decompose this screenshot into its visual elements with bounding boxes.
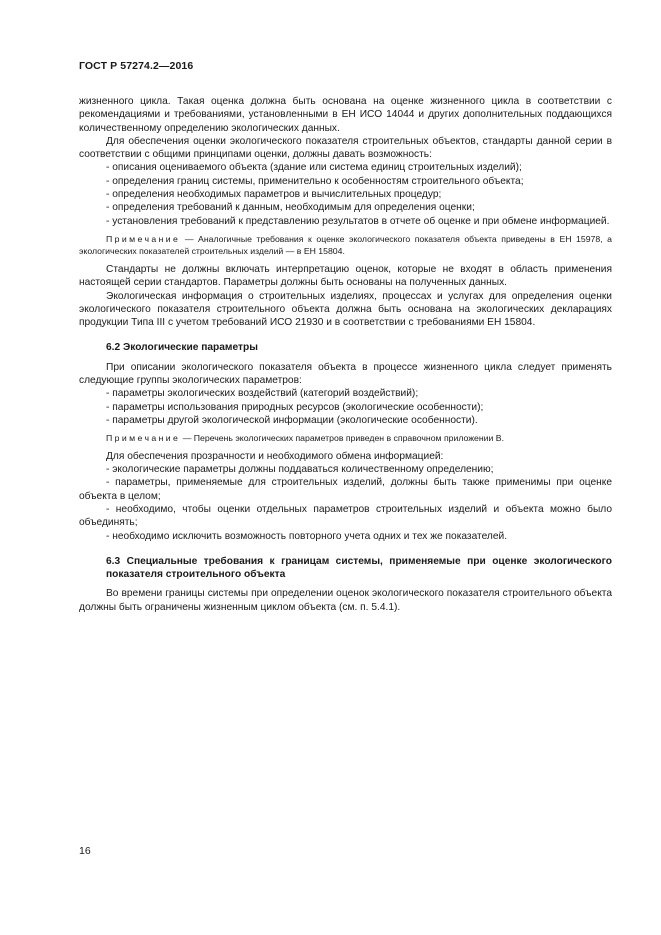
section-6-2-intro: При описании экологического показателя объекта в процессе жизненного цикла следует применять следующие группы экологических параметров: [79,361,612,387]
paragraph-interpretation: Стандарты не должны включать интерпретацию оценок, которые не входят в область применения настоящей серии стандартов. Параметры должны быть основаны на полученных данных. [79,263,612,289]
paragraph-environmental-info: Экологическая информация о строительных изделиях, процессах и услугах для определения оценки экологического показателя строительного объекта должна быть основана на экологических декларациях продукции Типа III с учетом требований ИСО 21930 и в соответствии с требованиями ЕН 15804. [79,290,612,329]
section-heading-6-3: 6.3 Специальные требования к границам системы, применяемые при оценке экологического показателя строительного объекта [106,555,612,581]
list-item: - параметры, применяемые для строительных изделий, должны быть также применимы при оценке объекта в целом; [79,477,612,502]
note-2 [79,432,612,445]
list-item: - установления требований к представлению результатов в отчете об оценке и при обмене информацией. [106,215,610,227]
note-text: — Перечень экологических параметров приведен в справочном приложении В. [180,433,505,444]
paragraph-continuation: жизненного цикла. Такая оценка должна быть основана на оценке жизненного цикла в соответствии с рекомендациями и требованиями, установленными в ЕН ИСО 14044 и других дополнительных поддающихся количественному определению экологических данных. [79,96,612,134]
paragraph-system-boundaries: Во времени границы системы при определении оценок экологического показателя строительного объекта должны быть ограничены жизненным циклом объекта (см. п. 5.4.1). [79,588,612,613]
list-item: - экологические параметры должны поддаваться количественному определению; [106,464,494,476]
list-item: - параметры другой экологической информации (экологические особенности). [106,414,478,426]
note-label: Примечание [106,233,181,244]
list-item: - определения требований к данным, необходимым для определения оценки; [106,202,475,214]
list-item: - необходимо, чтобы оценки отдельных параметров строительных изделий и объекта можно было объединять; [79,503,612,529]
page-header: ГОСТ Р 57274.2—2016 [79,60,194,72]
note-text: — Аналогичные требования к оценке экологического показателя объекта приведены в ЕН 15978, а экологических показателей строительных изделий — в ЕН 15804. [79,233,612,257]
paragraph-requirements-intro: Для обеспечения оценки экологического показателя строительных объектов, стандарты данной серии в соответствии с общими принципами оценки, должны давать возможность: [79,135,612,161]
note-1 [79,233,612,258]
note-label: Примечание [106,433,181,444]
document-body [79,95,612,614]
list-item: - описания оцениваемого объекта (здание или система единиц строительных изделий); [106,162,522,174]
list-item: - определения необходимых параметров и вычислительных процедур; [106,189,442,201]
list-item: - параметры использования природных ресурсов (экологические особенности); [106,401,484,413]
list-item: - необходимо исключить возможность повторного учета одних и тех же показателей. [106,530,508,542]
list-item: - параметры экологических воздействий (категорий воздействий); [106,388,419,400]
page-number: 16 [79,845,91,857]
section-heading-6-2: 6.2 Экологические параметры [106,342,258,354]
paragraph-transparency: Для обеспечения прозрачности и необходимого обмена информацией: [106,450,444,462]
list-item: - определения границ системы, применительно к особенностям строительного объекта; [106,175,524,187]
